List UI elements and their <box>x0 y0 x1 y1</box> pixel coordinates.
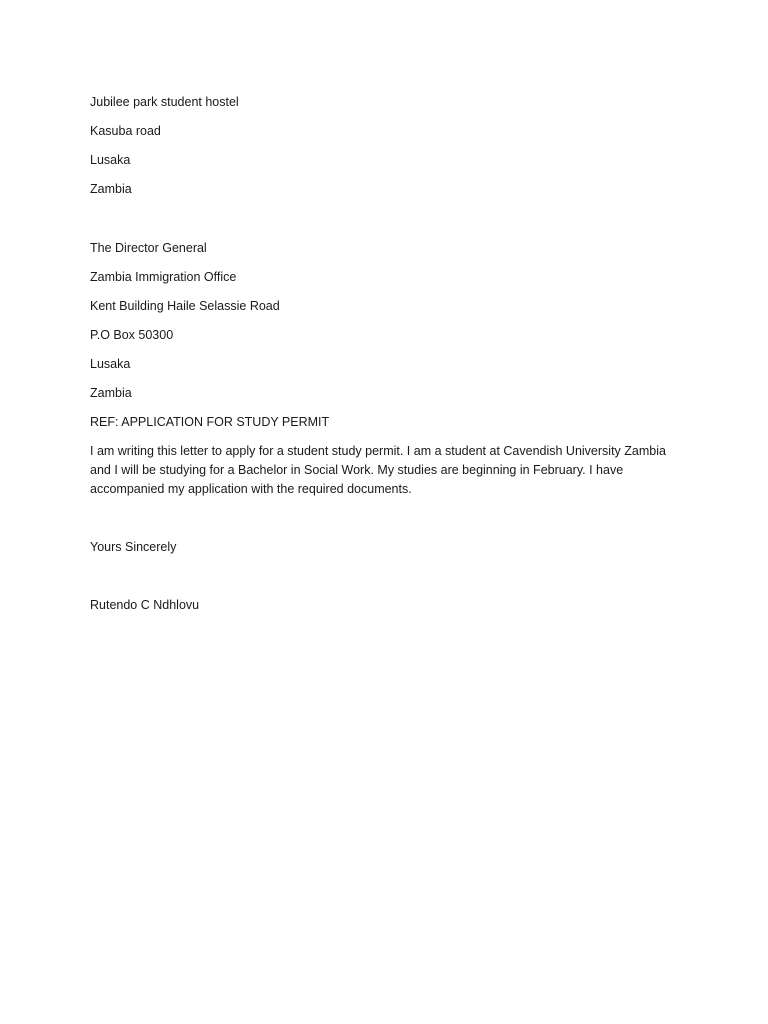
reference-line: REF: APPLICATION FOR STUDY PERMIT <box>90 415 330 429</box>
recipient-address-line: Lusaka <box>90 357 131 371</box>
sender-address-line: Zambia <box>90 182 132 196</box>
recipient-address-line: P.O Box 50300 <box>90 328 174 342</box>
signature-name: Rutendo C Ndhlovu <box>90 598 200 612</box>
sender-address <box>90 93 690 199</box>
recipient-address-line: Zambia Immigration Office <box>90 270 237 284</box>
recipient-address-line: The Director General <box>90 241 207 255</box>
sender-address-line: Jubilee park student hostel <box>90 95 239 109</box>
recipient-address-line: Kent Building Haile Selassie Road <box>90 299 280 313</box>
closing-line: Yours Sincerely <box>90 540 177 554</box>
recipient-address-line: Zambia <box>90 386 132 400</box>
sender-address-line: Lusaka <box>90 153 131 167</box>
recipient-address <box>90 239 690 403</box>
body-paragraph: I am writing this letter to apply for a student study permit. I am a student at Cavendish University Zambia and I will be studying for a Bachelor in Social Work. My studies are beginning in February. I have accompanied my application with the required documents. <box>90 444 666 496</box>
letter-body <box>90 93 690 625</box>
sender-address-line: Kasuba road <box>90 124 161 138</box>
